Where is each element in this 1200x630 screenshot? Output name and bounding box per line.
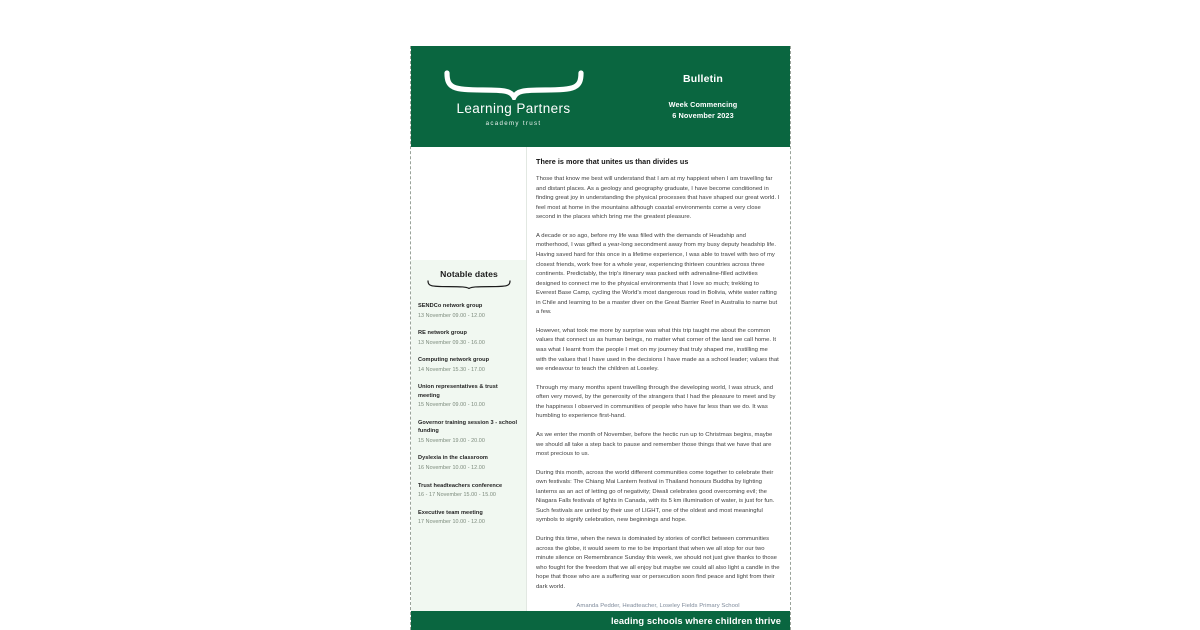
date-title: SENDCo network group <box>418 303 483 309</box>
date-when: 16 November 10.00 - 12.00 <box>418 465 485 472</box>
footer-tagline: leading schools where children thrive <box>610 615 781 626</box>
list-item <box>418 329 520 347</box>
bulletin-page <box>410 46 791 630</box>
date-title: Union representatives & trust meeting <box>418 384 498 399</box>
trust-logo-name: Learning Partners <box>456 101 571 117</box>
list-item <box>418 383 520 410</box>
article-content <box>526 147 790 611</box>
date-title: RE network group <box>418 330 467 337</box>
page-body <box>411 147 790 611</box>
date-when: 14 November 15.30 - 17.00 <box>418 366 485 373</box>
open-book-bracket-icon <box>443 70 585 100</box>
date-when: 17 November 10.00 - 12.00 <box>418 519 485 526</box>
article-paragraph: During this month, across the world different communities come together to celebrate their own festivals: The Chiang Mai Lantern festival in Thailand honours Buddha by lighting lanterns as an act of letting go of negativity; Diwali celebrates good overcoming evil; the Niagara Falls festivals of lights in Canada, with its 5 km illumination of water, is just for fun. Such festivals are united by their use of LIGHT, one of the oldest and most meaningful symbols to signify celebration, new beginnings and hope. <box>536 469 775 524</box>
date-title: Computing network group <box>418 357 490 364</box>
article-paragraph: However, what took me more by surprise was what this trip taught me about the common values that connect us as human beings, no matter what corner of the land we call home. It was what I learnt from the people I met on my journey that truly shaped me, instilling me with the values that I have used in the decisions I have made as a school leader; values that we endeavour to teach the children at Loseley. <box>536 327 779 373</box>
list-item <box>418 482 520 500</box>
article-paragraph: Through my many months spent travelling through the developing world, I was struck, and often very moved, by the generosity of the strangers that I had the pleasure to meet and by the happiness I observed in communities of people who have far less than we do. It was humbling to experience first-hand. <box>536 384 776 420</box>
week-commencing-date: 6 November 2023 <box>672 111 734 120</box>
page-header <box>411 46 790 147</box>
bulletin-title: Bulletin <box>682 73 724 86</box>
notable-dates-title: Notable dates <box>440 269 498 279</box>
date-when: 13 November 09.30 - 16.00 <box>418 339 485 346</box>
article-paragraph: During this time, when the news is dominated by stories of conflict between communities across the globe, it would seem to me to be important that when we all stop for our two minute silence on Remembrance Sunday this week, we should not just give thanks to those who fought for the freedom that we all enjoy but maybe we could all also light a candle in the hope that those who are a suffering war or persecution soon find peace and light from their dark world. <box>536 536 780 590</box>
bulletin-meta <box>616 46 790 147</box>
list-item <box>418 356 520 374</box>
article-paragraph: A decade or so ago, before my life was filled with the demands of Headship and motherhood, I was gifted a year-long secondment away from my busy deputy headship life. Having saved hard for this once in a lifetime experience, I was able to travel with two of my closest friends, work free for a whole year, experiencing thirteen countries across three continents. Predictably, the trip's itinerary was packed with adrenaline-filled activities designed to connect me to the physical environments that I love so much; trekking to Everest Base Camp, cycling the World's most dangerous road in Bolivia, white water rafting in Chile and learning to be a master diver on the Great Barrier Reef in Australia to name but a few. <box>536 232 778 316</box>
list-item <box>418 419 520 446</box>
article-paragraph: As we enter the month of November, before the hectic run up to Christmas begins, maybe we should all take a step back to pause and remember those things that we have that are most precious to us. <box>536 431 773 458</box>
bracket-underline-icon <box>426 280 512 289</box>
date-when: 15 November 19.00 - 20.00 <box>418 438 485 445</box>
article-paragraph: Those that know me best will understand that I am at my happiest when I am travelling far and distant places. As a geology and geography graduate, I have become conditioned in finding great joy in understanding the physical processes that have shaped our great world. I feel most at home in the mountains although coastal environments come a very close second in the places which bring me the greatest pleasure. <box>536 176 780 221</box>
notable-dates-panel <box>411 260 526 611</box>
list-item <box>418 454 520 472</box>
article-signature: Amanda Pedder, Headteacher, Loseley Fields Primary School <box>576 603 740 610</box>
page-title: There is more that unites us than divides us <box>536 157 689 166</box>
notable-dates-heading <box>418 269 520 289</box>
trust-logo <box>411 46 616 147</box>
date-title: Governor training session 3 - school funding <box>418 419 518 435</box>
date-title: Executive team meeting <box>418 509 483 516</box>
date-when: 15 November 09.00 - 10.00 <box>418 402 485 409</box>
page-footer <box>411 611 790 630</box>
list-item <box>418 509 520 527</box>
date-title: Trust headteachers conference <box>418 482 503 489</box>
list-item <box>418 302 520 320</box>
date-when: 16 - 17 November 15.00 - 15.00 <box>418 492 496 499</box>
date-title: Dyslexia in the classroom <box>418 455 488 462</box>
sidebar <box>411 147 526 611</box>
week-commencing-label: Week Commencing <box>668 100 738 110</box>
trust-logo-subtitle: academy trust <box>485 119 542 127</box>
date-when: 13 November 09.00 - 12.00 <box>418 312 485 319</box>
